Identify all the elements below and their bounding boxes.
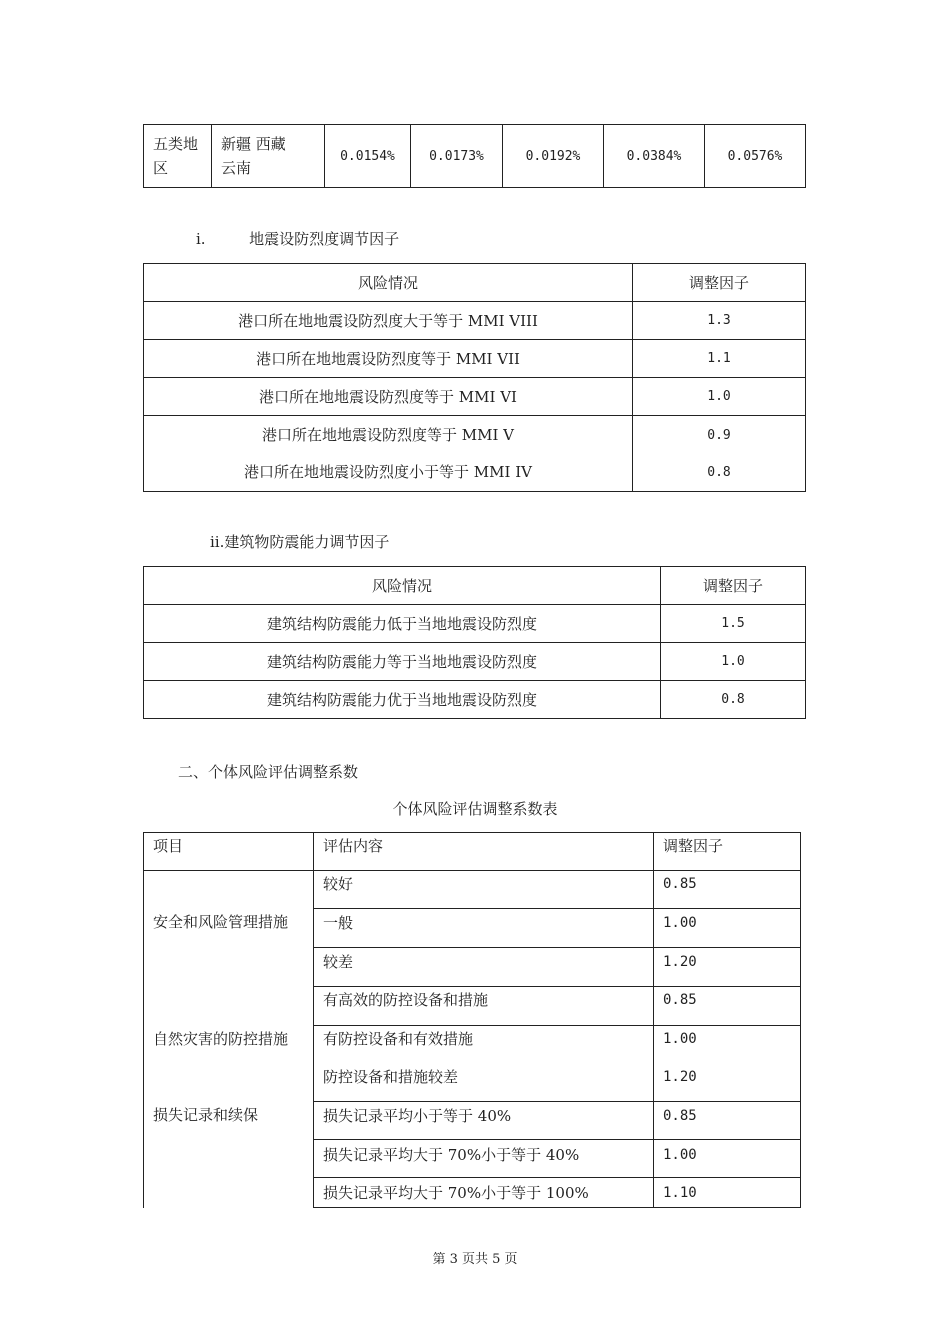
content-cell: 损失记录平均小于等于 40% xyxy=(323,1107,512,1125)
region-line-2: 区 xyxy=(153,159,169,177)
table-border-line xyxy=(143,832,144,1208)
table-row xyxy=(144,302,806,340)
table-caption: 个体风险评估调整系数表 xyxy=(392,800,558,818)
content-cell: 较差 xyxy=(323,953,354,971)
factor-cell: 1.20 xyxy=(663,1069,697,1085)
situation-cell-merged xyxy=(144,416,633,492)
header-factor: 调整因子 xyxy=(661,567,806,605)
content-cell: 有高效的防控设备和措施 xyxy=(323,991,489,1009)
group-item: 损失记录和续保 xyxy=(153,1106,259,1124)
table-border-line xyxy=(313,947,801,948)
factor-cell: 1.0 xyxy=(633,378,806,416)
content-cell: 较好 xyxy=(323,875,354,893)
table-row xyxy=(144,416,806,492)
page-number: 第 3 页共 5 页 xyxy=(432,1252,518,1267)
table-row xyxy=(144,605,806,643)
factor-cell: 1.10 xyxy=(663,1185,697,1201)
content-cell: 损失记录平均大于 70%小于等于 100% xyxy=(323,1184,589,1202)
factor-cell: 0.8 xyxy=(661,681,806,719)
rate-cell: 0.0192% xyxy=(503,125,604,188)
factor-cell: 1.00 xyxy=(663,915,697,931)
factor-cell: 0.85 xyxy=(663,992,697,1008)
situation-line: 港口所在地地震设防烈度小于等于 MMI IV xyxy=(244,462,532,481)
factor-cell: 1.0 xyxy=(661,643,806,681)
table-header-row xyxy=(144,264,806,302)
situation-cell: 建筑结构防震能力等于当地地震设防烈度 xyxy=(144,643,661,681)
table-row xyxy=(144,643,806,681)
situation-cell: 港口所在地地震设防烈度大于等于 MMI VIII xyxy=(144,302,633,340)
table-border-line xyxy=(800,832,801,1208)
factor-cell: 1.00 xyxy=(663,1147,697,1163)
section-ii-heading: ⅱ.建筑物防震能力调节因子 xyxy=(210,533,390,551)
table-border-line xyxy=(313,832,314,1208)
table-row xyxy=(144,340,806,378)
table-border-line xyxy=(143,870,801,871)
table-border-line xyxy=(313,908,801,909)
table-header-row xyxy=(144,567,806,605)
table-border-line xyxy=(653,832,654,1208)
content-cell: 损失记录平均大于 70%小于等于 40% xyxy=(323,1146,580,1164)
header-factor: 调整因子 xyxy=(633,264,806,302)
factor-cell-merged xyxy=(633,416,806,492)
content-cell: 防控设备和措施较差 xyxy=(323,1068,459,1086)
group-item: 自然灾害的防控措施 xyxy=(153,1030,289,1048)
rate-cell: 0.0576% xyxy=(705,125,806,188)
situation-cell: 建筑结构防震能力低于当地地震设防烈度 xyxy=(144,605,661,643)
factor-cell: 0.85 xyxy=(663,876,697,892)
seismic-intensity-factor-table xyxy=(143,263,806,492)
section-i-title: 地震设防烈度调节因子 xyxy=(249,230,400,248)
header-situation: 风险情况 xyxy=(144,567,661,605)
factor-cell: 1.20 xyxy=(663,954,697,970)
section-i-heading xyxy=(196,228,399,249)
region-cell xyxy=(144,125,212,188)
factor-cell: 0.85 xyxy=(663,1108,697,1124)
table-row xyxy=(144,681,806,719)
section-i-marker: i. xyxy=(196,230,206,248)
header-factor: 调整因子 xyxy=(663,837,724,855)
header-content: 评估内容 xyxy=(323,837,384,855)
content-cell: 一般 xyxy=(323,914,354,932)
individual-risk-table xyxy=(143,832,801,1208)
region-rate-table-tail xyxy=(143,124,806,188)
header-item: 项目 xyxy=(153,837,184,855)
header-situation: 风险情况 xyxy=(144,264,633,302)
factor-cell: 1.00 xyxy=(663,1031,697,1047)
rate-cell: 0.0154% xyxy=(325,125,411,188)
situation-cell: 港口所在地地震设防烈度等于 MMI VII xyxy=(144,340,633,378)
provinces-cell xyxy=(212,125,325,188)
factor-line: 0.8 xyxy=(707,464,731,480)
table-row xyxy=(144,378,806,416)
provinces-line-2: 云南 xyxy=(221,159,252,177)
factor-cell: 1.1 xyxy=(633,340,806,378)
situation-cell: 建筑结构防震能力优于当地地震设防烈度 xyxy=(144,681,661,719)
content-cell: 有防控设备和有效措施 xyxy=(323,1030,474,1048)
situation-cell: 港口所在地地震设防烈度等于 MMI VI xyxy=(144,378,633,416)
provinces-line-1: 新疆 西藏 xyxy=(221,135,286,153)
region-line-1: 五类地 xyxy=(153,135,199,153)
situation-line: 港口所在地地震设防烈度等于 MMI V xyxy=(261,425,514,444)
table-row xyxy=(144,125,806,188)
building-resistance-factor-table xyxy=(143,566,806,719)
factor-cell: 1.5 xyxy=(661,605,806,643)
factor-cell: 1.3 xyxy=(633,302,806,340)
rate-cell: 0.0384% xyxy=(604,125,705,188)
group-item: 安全和风险管理措施 xyxy=(153,913,289,931)
rate-cell: 0.0173% xyxy=(411,125,503,188)
section-two-heading: 二、个体风险评估调整系数 xyxy=(178,763,359,781)
factor-line: 0.9 xyxy=(707,427,731,443)
